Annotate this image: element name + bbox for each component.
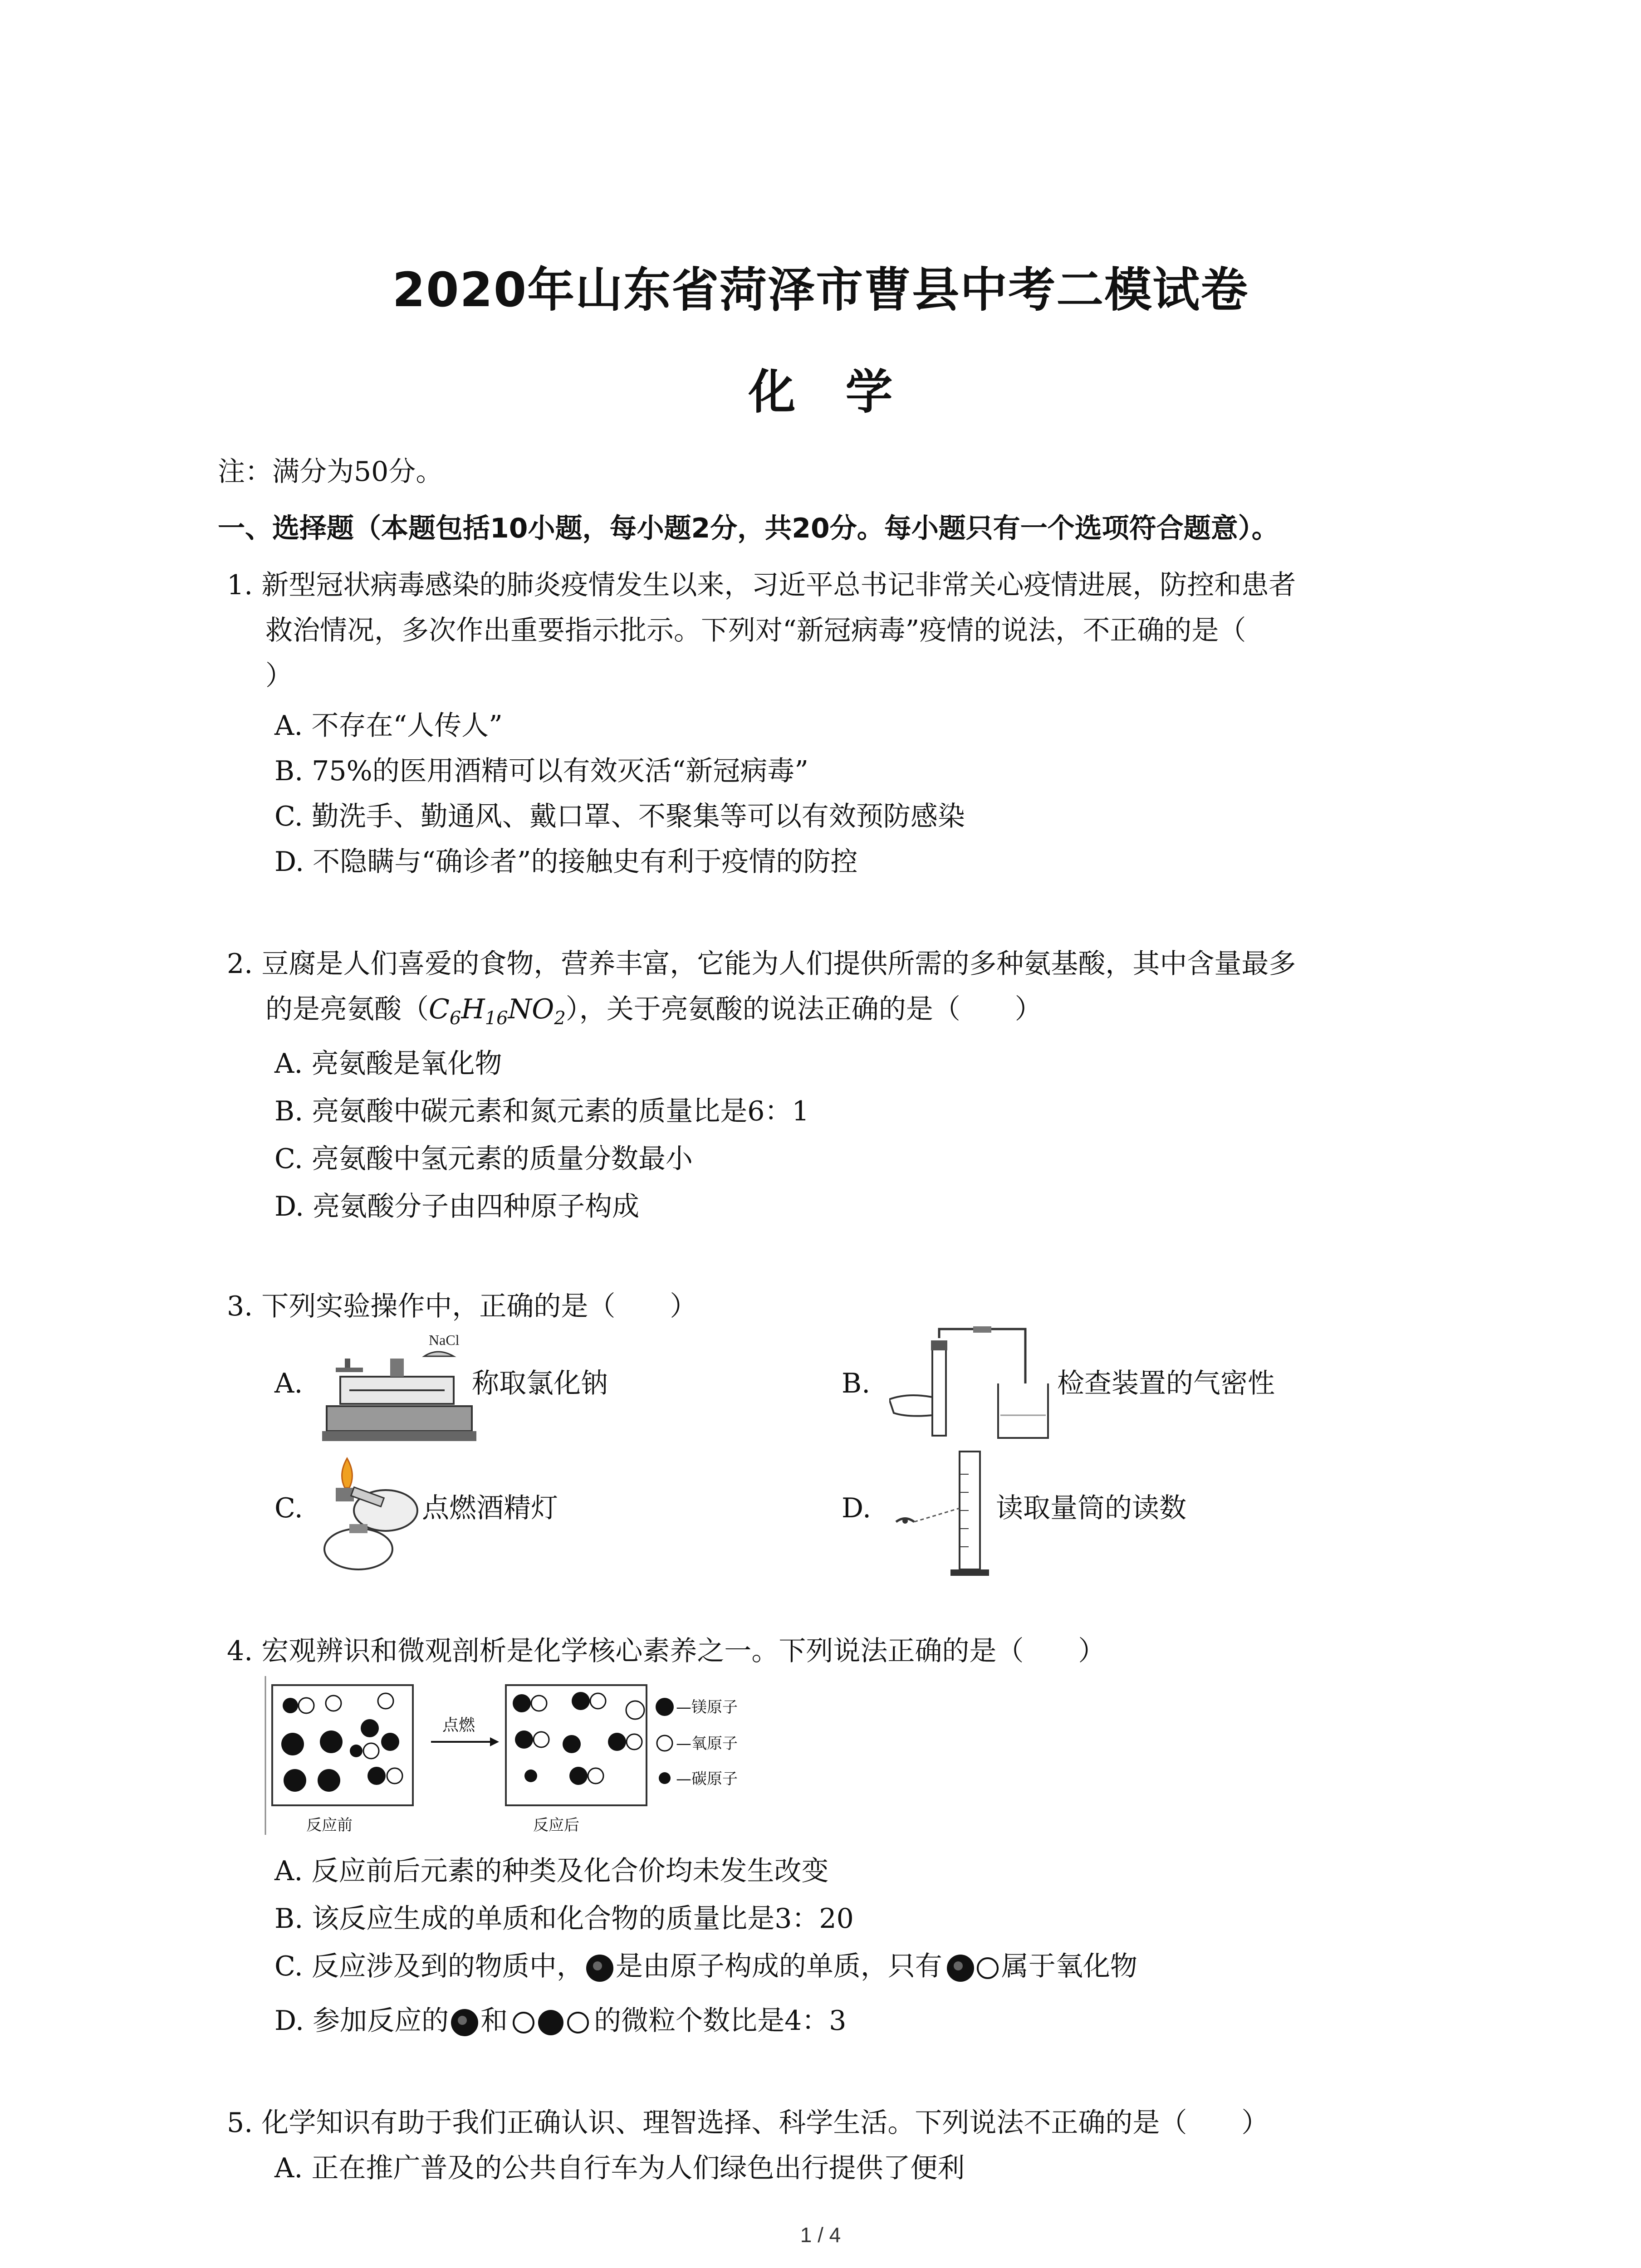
q3-option-d-text: 读取量筒的读数 — [996, 1492, 1186, 1524]
balance-figure — [322, 1331, 476, 1449]
q2-option-a: A. 亮氨酸是氧化物 — [274, 1048, 502, 1080]
legend-o-label: —氧原子 — [676, 1735, 738, 1753]
q2-stem-line2 — [265, 991, 1042, 1036]
page-title: 2020年山东省菏泽市曹县中考二模试卷 — [392, 262, 1249, 318]
score-note: 注：满分为50分。 — [218, 456, 443, 488]
legend-o-atom — [657, 1735, 672, 1751]
q2-stem-line1: 2. 豆腐是人们喜爱的食物，营养丰富，它能为人们提供所需的多种氨基酸，其中含量最多 — [227, 948, 1296, 980]
airtightness-figure — [889, 1325, 1062, 1456]
q3-option-b-letter: B. — [842, 1368, 871, 1399]
q2-stem-post: ），关于亮氨酸的说法正确的是（ ） — [565, 993, 1042, 1025]
q3-option-c-letter: C. — [274, 1492, 303, 1524]
legend-c-label: —碳原子 — [676, 1770, 738, 1788]
reaction-diagram — [263, 1676, 789, 1839]
q1-option-a: A. 不存在“人传人” — [274, 710, 503, 742]
q1-option-d: D. 不隐瞒与“确诊者”的接触史有利于疫情的防控 — [274, 846, 858, 878]
q2-option-c: C. 亮氨酸中氢元素的质量分数最小 — [274, 1143, 693, 1175]
q3-stem: 3. 下列实验操作中，正确的是（ ） — [227, 1290, 697, 1322]
q3-option-b-text: 检查装置的气密性 — [1057, 1368, 1275, 1399]
mg-atom-icon — [584, 1952, 616, 1984]
q3-option-c-text: 点燃酒精灯 — [422, 1492, 558, 1524]
graduated-cylinder-figure — [892, 1447, 1000, 1583]
q1-stem-line2: 救治情况，多次作出重要指示批示。下列对“新冠病毒”疫情的说法，不正确的是（ — [265, 615, 1246, 646]
section-heading: 一、选择题（本题包括10小题，每小题2分，共20分。每小题只有一个选项符合题意）。 — [218, 513, 1279, 544]
q5-stem: 5. 化学知识有助于我们正确认识、理智选择、科学生活。下列说法不正确的是（ ） — [227, 2107, 1269, 2139]
alcohol-lamp-figure — [318, 1456, 431, 1574]
nacl-label: NaCl — [429, 1332, 460, 1348]
mgo-molecule-icon — [942, 1952, 1001, 1984]
leucine-formula: $C_6H_{16}NO_2$ — [429, 993, 566, 1029]
q2-option-d: D. 亮氨酸分子由四种原子构成 — [274, 1191, 640, 1222]
page-number: 1 / 4 — [800, 2223, 841, 2247]
legend-mg-label: —镁原子 — [676, 1698, 738, 1716]
subject-title: 化学 — [748, 364, 943, 420]
q5-option-a: A. 正在推广普及的公共自行车为人们绿色出行提供了便利 — [274, 2152, 965, 2184]
q4-option-a: A. 反应前后元素的种类及化合价均未发生改变 — [274, 1855, 829, 1887]
co2-molecule-icon — [508, 2007, 594, 2038]
q1-option-b: B. 75%的医用酒精可以有效灭活“新冠病毒” — [274, 755, 808, 787]
q4-option-b: B. 该反应生成的单质和化合物的质量比是3：20 — [274, 1903, 854, 1935]
after-label: 反应后 — [533, 1816, 579, 1834]
q1-stem-line1: 1. 新型冠状病毒感染的肺炎疫情发生以来，习近平总书记非常关心疫情进展，防控和患者 — [227, 569, 1296, 601]
q4-stem: 4. 宏观辨识和微观剖析是化学核心素养之一。下列说法正确的是（ ） — [227, 1635, 1106, 1667]
q4-option-c: C. 反应涉及到的物质中， 是由原子构成的单质，只有 属于氧化物 — [274, 1948, 1137, 1984]
q1-stem-line3: ） — [265, 660, 293, 692]
arrow-label: 点燃 — [442, 1716, 475, 1735]
q2-stem-pre: 的是亮氨酸（ — [265, 993, 429, 1025]
mg-atom-icon — [449, 2007, 480, 2038]
q1-option-c: C. 勤洗手、勤通风、戴口罩、不聚集等可以有效预防感染 — [274, 801, 965, 832]
q3-option-a-letter: A. — [274, 1368, 303, 1399]
q2-option-b: B. 亮氨酸中碳元素和氮元素的质量比是6：1 — [274, 1095, 809, 1127]
legend-c-atom — [659, 1772, 671, 1784]
legend-mg-atom — [656, 1698, 674, 1716]
before-label: 反应前 — [306, 1816, 353, 1834]
q4-option-d: D. 参加反应的 和 的微粒个数比是4：3 — [274, 2003, 846, 2039]
q3-option-d-letter: D. — [842, 1492, 872, 1524]
q3-option-a-text: 称取氯化钠 — [472, 1368, 608, 1399]
